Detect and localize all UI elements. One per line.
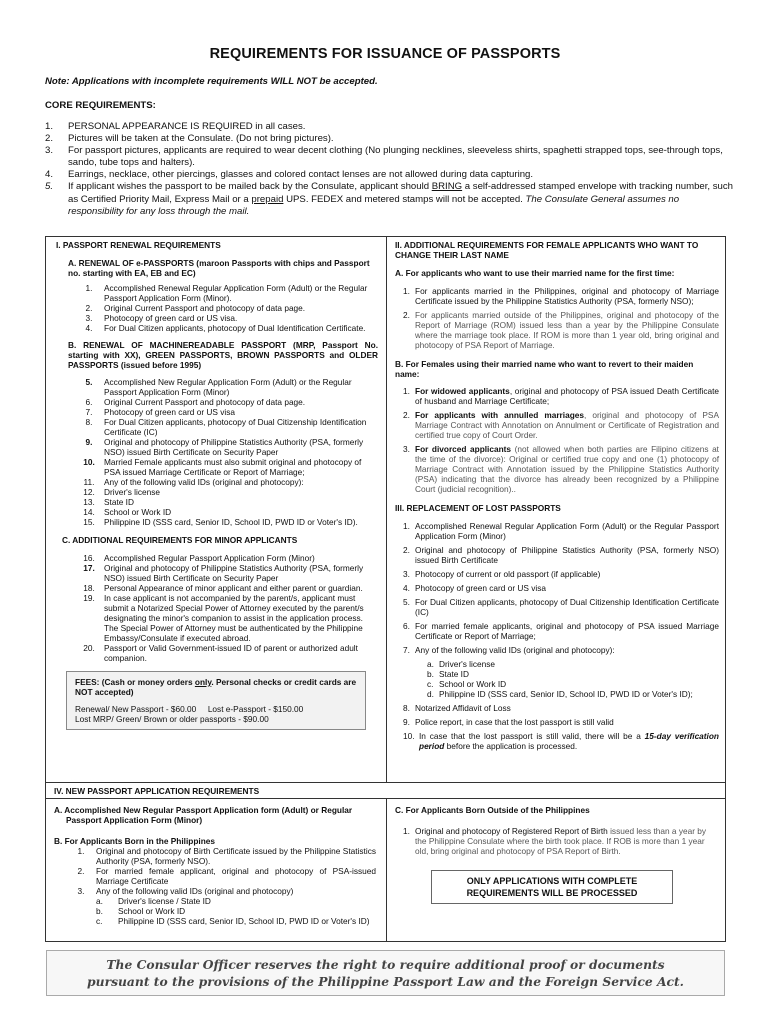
list-item: 7. Any of the following valid IDs (original and photocopy):	[403, 645, 615, 655]
complete-applications-notice: ONLY APPLICATIONS WITH COMPLETE REQUIREMENTS WILL BE PROCESSED	[431, 870, 673, 904]
list-item: 14. School or Work ID	[83, 507, 172, 517]
list-item: 1. For widowed applicants, original and photocopy of PSA issued Death Certificate of husband and Marriage Certificate;	[403, 386, 719, 406]
fees-heading: FEES: (Cash or money orders only. Personal checks or credit cards are NOT accepted)	[75, 677, 357, 697]
section-heading: IV. NEW PASSPORT APPLICATION REQUIREMENTS	[54, 786, 260, 796]
list-item: 1. Original and photocopy of Registered Report of Birth issued less than a year by the Philippine Consulate where the birth took place. If ROB is more than 1 year old, bring original and photocopy of PSA Report of Birth.	[403, 826, 707, 856]
requirements-table-bottom	[45, 782, 726, 942]
list-item: 1. Accomplished Renewal Regular Application Form (Adult) or the Regular Passport Application Form (Minor)	[403, 521, 719, 541]
list-item: 3. Photocopy of current or old passport (if applicable)	[403, 569, 601, 579]
list-item: 2. For married female applicant, original and photocopy of PSA-issued Marriage Certificate	[77, 866, 376, 886]
core-requirements-list	[45, 121, 735, 218]
renewal-column	[46, 237, 387, 782]
list-item: 3. Photocopy of green card or US visa.	[85, 313, 238, 323]
list-item: 1. For applicants married in the Philippines, original and photocopy of Marriage Certificate issued by the Philippine Statistics Authority (PSA, formerly NSO);	[403, 286, 719, 306]
fees-line: Lost MRP/ Green/ Brown or older passports - $90.00	[75, 714, 269, 724]
list-item: c. School or Work ID	[427, 679, 507, 689]
list-item: 6. Original Current Passport and photocopy of data page.	[85, 397, 306, 407]
list-item: 17. Original and photocopy of Philippine Statistics Authority (PSA, formerly NSO) issued Birth Certificate on Security Paper	[83, 563, 364, 583]
section-heading: I. PASSPORT RENEWAL REQUIREMENTS	[56, 240, 221, 250]
list-item: 13. State ID	[83, 497, 134, 507]
list-item: 10. In case that the lost passport is still valid, there will be a 15-day verification period before the application is processed.	[403, 731, 719, 751]
list-item: d. Philippine ID (SSS card, Senior ID, School ID, PWD ID or Voter's ID);	[427, 689, 693, 699]
consular-officer-footer	[46, 950, 725, 996]
list-item: 3. Any of the following valid IDs (original and photocopy)	[77, 886, 294, 896]
list-item: 18. Personal Appearance of minor applicant and either parent or guardian.	[83, 583, 363, 593]
subsection-heading: A. Accomplished New Regular Passport Application form (Adult) or Regular Passport Application Form (Minor)	[54, 805, 353, 825]
requirements-table-top	[45, 236, 726, 783]
list-item: a. Driver's license	[427, 659, 495, 669]
list-item: 2. For applicants with annulled marriages, original and photocopy of PSA Marriage Contract with Annotation on Annulment or Certificate of Registration and certified true copy of Court Order.	[403, 410, 719, 440]
list-item: 8. Notarized Affidavit of Loss	[403, 703, 511, 713]
list-item: b. School or Work ID	[96, 906, 186, 916]
fees-line: Renewal/ New Passport - $60.00 Lost e-Passport - $150.00	[75, 704, 304, 714]
list-item: 1. Accomplished Renewal Regular Application Form (Adult) or the Regular Passport Application Form (Minor).	[85, 283, 368, 303]
list-item: 19. In case applicant is not accompanied by the parent/s, applicant must submit a Notarized Special Power of Attorney executed by the parent/s designating the minor's companion to assist in the application process. The Special Power of Attorney must be authenticated by the Philippine Embassy/Consulate if executed abroad.	[83, 593, 364, 643]
list-item: 11. Any of the following valid IDs (original and photocopy):	[83, 477, 304, 487]
new-passport-right	[387, 799, 725, 941]
list-item: 2. Pictures will be taken at the Consulate. (Do not bring pictures).	[45, 133, 334, 145]
core-requirements-heading: CORE REQUIREMENTS:	[45, 100, 156, 111]
list-item: c. Philippine ID (SSS card, Senior ID, School ID, PWD ID or Voter's ID)	[96, 916, 370, 926]
list-item: 5. Accomplished New Regular Application Form (Adult) or the Regular Passport Application Form (Minor)	[85, 377, 352, 397]
subsection-heading: C. ADDITIONAL REQUIREMENTS FOR MINOR APPLICANTS	[62, 535, 298, 545]
list-item: 3. For passport pictures, applicants are required to wear decent clothing (No plunging necklines, sleeveless shirts, spaghetti strapped tops, see-through tops, sando, tube tops and halters).	[45, 145, 723, 169]
list-item: 1. Original and photocopy of Birth Certificate issued by the Philippine Statistics Authority (PSA, formerly NSO).	[77, 846, 376, 866]
female-and-lost-column	[387, 237, 725, 782]
list-item: 15. Philippine ID (SSS card, Senior ID, School ID, PWD ID or Voter's ID).	[83, 517, 358, 527]
page-title: REQUIREMENTS FOR ISSUANCE OF PASSPORTS	[209, 46, 561, 62]
footer-line: The Consular Officer reserves the right to require additional proof or documents	[106, 957, 665, 972]
list-item: 4. Photocopy of green card or US visa	[403, 583, 546, 593]
list-item: 9. Police report, in case that the lost passport is still valid	[403, 717, 614, 727]
subsection-heading: A. For applicants who want to use their married name for the first time:	[395, 268, 675, 278]
list-item: 5. If applicant wishes the passport to be mailed back by the Consulate, applicant should BRING a self-addressed stamped envelope with tracking number, such as Certified Priority Mail, Express Mail or a prepaid UPS. FEDEX and metered stamps will not be accepted. The Consulate General assumes no responsibility for any loss through the mail.	[45, 181, 734, 217]
list-item: 2. For applicants married outside of the Philippines, original and photocopy of the Report of Marriage (ROM) issued less than a year by the Philippine Consulate where the marriage took place. If ROM is more than 1 year old, bring original and photocopy of PSA Report of Marriage.	[403, 310, 719, 350]
list-item: 12. Driver's license	[83, 487, 160, 497]
list-item: b. State ID	[427, 669, 469, 679]
footer-line: pursuant to the provisions of the Philippine Passport Law and the Foreign Service Act.	[87, 974, 684, 989]
section-heading: II. ADDITIONAL REQUIREMENTS FOR FEMALE APPLICANTS WHO WANT TO CHANGE THEIR LAST NAME	[395, 240, 699, 260]
note-text: Note: Applications with incomplete requirements WILL NOT be accepted.	[45, 76, 378, 87]
list-item: 1. PERSONAL APPEARANCE IS REQUIRED in all cases.	[45, 121, 306, 132]
list-item: 4. Earrings, necklace, other piercings, glasses and colored contact lenses are not allowed during data capturing.	[45, 169, 534, 181]
list-item: 5. For Dual Citizen applicants, photocopy of Dual Citizenship Identification Certificate (IC)	[403, 597, 719, 617]
list-item: 4. For Dual Citizen applicants, photocopy of Dual Identification Certificate.	[85, 323, 366, 333]
list-item: 9. Original and photocopy of Philippine Statistics Authority (PSA, formerly NSO) issued Birth Certificate on Security Paper	[85, 437, 364, 457]
list-item: 20. Passport or Valid Government-issued ID of parent or authorized adult companion.	[83, 643, 358, 663]
new-passport-left	[46, 799, 387, 941]
subsection-heading: B. For Applicants Born in the Philippines	[54, 836, 216, 846]
section-heading: III. REPLACEMENT OF LOST PASSPORTS	[395, 503, 561, 513]
subsection-heading: B. RENEWAL OF MACHINEREADABLE PASSPORT (MRP, Passport No. starting with XX), GREEN PASSPORTS, BROWN PASSPORTS and OLDER PASSPORTS (issued before 1995)	[68, 340, 378, 370]
subsection-heading: B. For Females using their married name who want to revert to their maiden name:	[395, 359, 694, 379]
list-item: 16. Accomplished Regular Passport Application Form (Minor)	[83, 553, 315, 563]
list-item: a. Driver's license / State ID	[96, 896, 211, 906]
subsection-heading: A. RENEWAL OF e-PASSPORTS (maroon Passports with chips and Passport no. starting with EA, EB and EC)	[68, 258, 370, 278]
list-item: 2. Original Current Passport and photocopy of data page.	[85, 303, 306, 313]
list-item: 3. For divorced applicants (not allowed when both parties are Filipino citizens at the time of the divorce): Original or certified true copy and one (1) photocopy of Marriage Contract with Annotation issued by the Philippine Statistics Authority (PSA) indicating that the divorce has already been recognized by a Philippine Court (judicial recognition)..	[403, 444, 719, 494]
list-item: 6. For married female applicants, original and photocopy of PSA issued Marriage Certificate or Report of Marriage;	[403, 621, 719, 641]
list-item: 7. Photocopy of green card or US visa	[85, 407, 235, 417]
list-item: 8. For Dual Citizen applicants, photocopy of Dual Citizenship Identification Certificate (IC)	[85, 417, 367, 437]
fees-box	[66, 671, 366, 730]
subsection-heading: C. For Applicants Born Outside of the Philippines	[395, 805, 590, 815]
list-item: 10. Married Female applicants must also submit original and photocopy of PSA issued Marriage Certificate or Report of Marriage;	[83, 457, 362, 477]
list-item: 2. Original and photocopy of Philippine Statistics Authority (PSA, formerly NSO) issued Birth Certificate	[403, 545, 719, 565]
